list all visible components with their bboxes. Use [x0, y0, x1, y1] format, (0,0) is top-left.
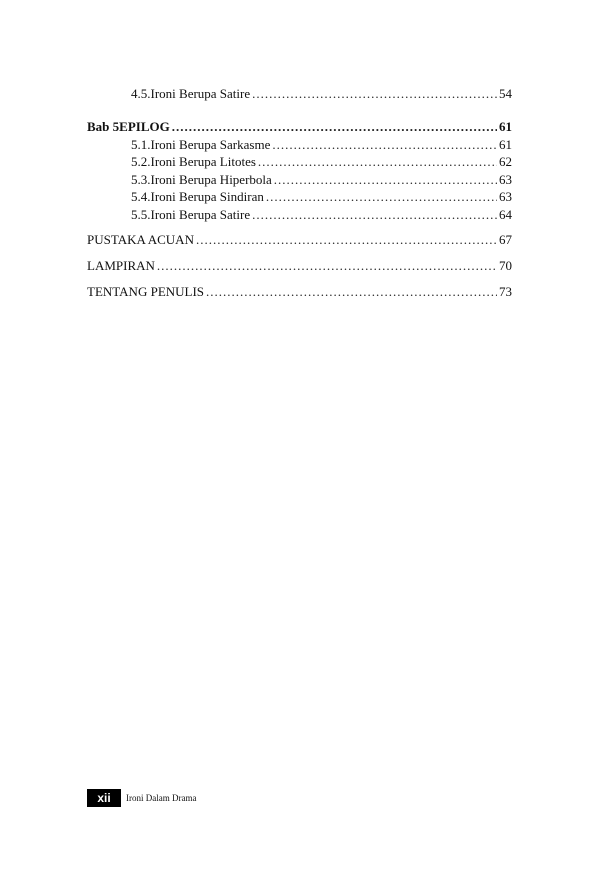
- toc-entry-title: Ironi Berupa Satire: [150, 86, 251, 101]
- toc-entry-title: Ironi Berupa Sarkasme: [150, 137, 271, 152]
- toc-leader-dots: [206, 283, 497, 301]
- toc-entry-number: 5.3.: [131, 172, 151, 187]
- toc-leader-dots: [258, 153, 497, 171]
- toc-entry-pustaka-acuan[interactable]: [87, 231, 512, 249]
- toc-entry-title: Ironi Berupa Litotes: [150, 154, 256, 169]
- toc-entry-page: 63: [499, 189, 512, 204]
- toc-entry-number: 5.4.: [131, 189, 151, 204]
- toc-entry-5-3[interactable]: [87, 171, 512, 189]
- toc-leader-dots: [274, 171, 497, 189]
- toc-chapter-page: 61: [499, 119, 512, 134]
- toc-entry-4-5[interactable]: [87, 85, 512, 103]
- toc-entry-title: LAMPIRAN: [87, 258, 155, 273]
- toc-entry-page: 67: [499, 232, 512, 247]
- toc-entry-number: 4.5.: [131, 86, 151, 101]
- toc-leader-dots: [196, 231, 497, 249]
- toc-entry-5-2[interactable]: [87, 153, 512, 171]
- toc-entry-page: 62: [499, 154, 512, 169]
- toc-leader-dots: [172, 118, 497, 136]
- toc-entry-page: 70: [499, 258, 512, 273]
- toc-entry-page: 54: [499, 86, 512, 101]
- page-number-badge: xii: [87, 789, 121, 807]
- toc-entry-5-4[interactable]: [87, 188, 512, 206]
- toc-entry-5-1[interactable]: [87, 136, 512, 154]
- toc-leader-dots: [157, 257, 497, 275]
- toc-entry-title: Ironi Berupa Satire: [150, 207, 251, 222]
- toc-entry-number: 5.2.: [131, 154, 151, 169]
- toc-leader-dots: [266, 188, 497, 206]
- toc-leader-dots: [252, 85, 497, 103]
- page-footer: [87, 789, 196, 807]
- toc-entry-title: PUSTAKA ACUAN: [87, 232, 194, 247]
- toc-chapter-title: EPILOG: [119, 119, 170, 134]
- toc-entry-page: 64: [499, 207, 512, 222]
- toc-entry-5-5[interactable]: [87, 206, 512, 224]
- toc-entry-tentang-penulis[interactable]: [87, 283, 512, 301]
- toc-entry-page: 63: [499, 172, 512, 187]
- toc-leader-dots: [272, 136, 497, 154]
- toc-entry-title: Ironi Berupa Hiperbola: [150, 172, 272, 187]
- toc-chapter-number: Bab 5: [87, 119, 120, 134]
- toc-leader-dots: [252, 206, 497, 224]
- toc-entry-page: 61: [499, 137, 512, 152]
- running-book-title: Ironi Dalam Drama: [126, 793, 197, 803]
- toc-entry-title: Ironi Berupa Sindiran: [150, 189, 264, 204]
- toc-entry-title: TENTANG PENULIS: [87, 284, 205, 299]
- toc-chapter-5[interactable]: [87, 118, 512, 136]
- toc-entry-lampiran[interactable]: [87, 257, 512, 275]
- toc-entry-number: 5.1.: [131, 137, 151, 152]
- toc-entry-number: 5.5.: [131, 207, 151, 222]
- toc-entry-page: 73: [499, 284, 512, 299]
